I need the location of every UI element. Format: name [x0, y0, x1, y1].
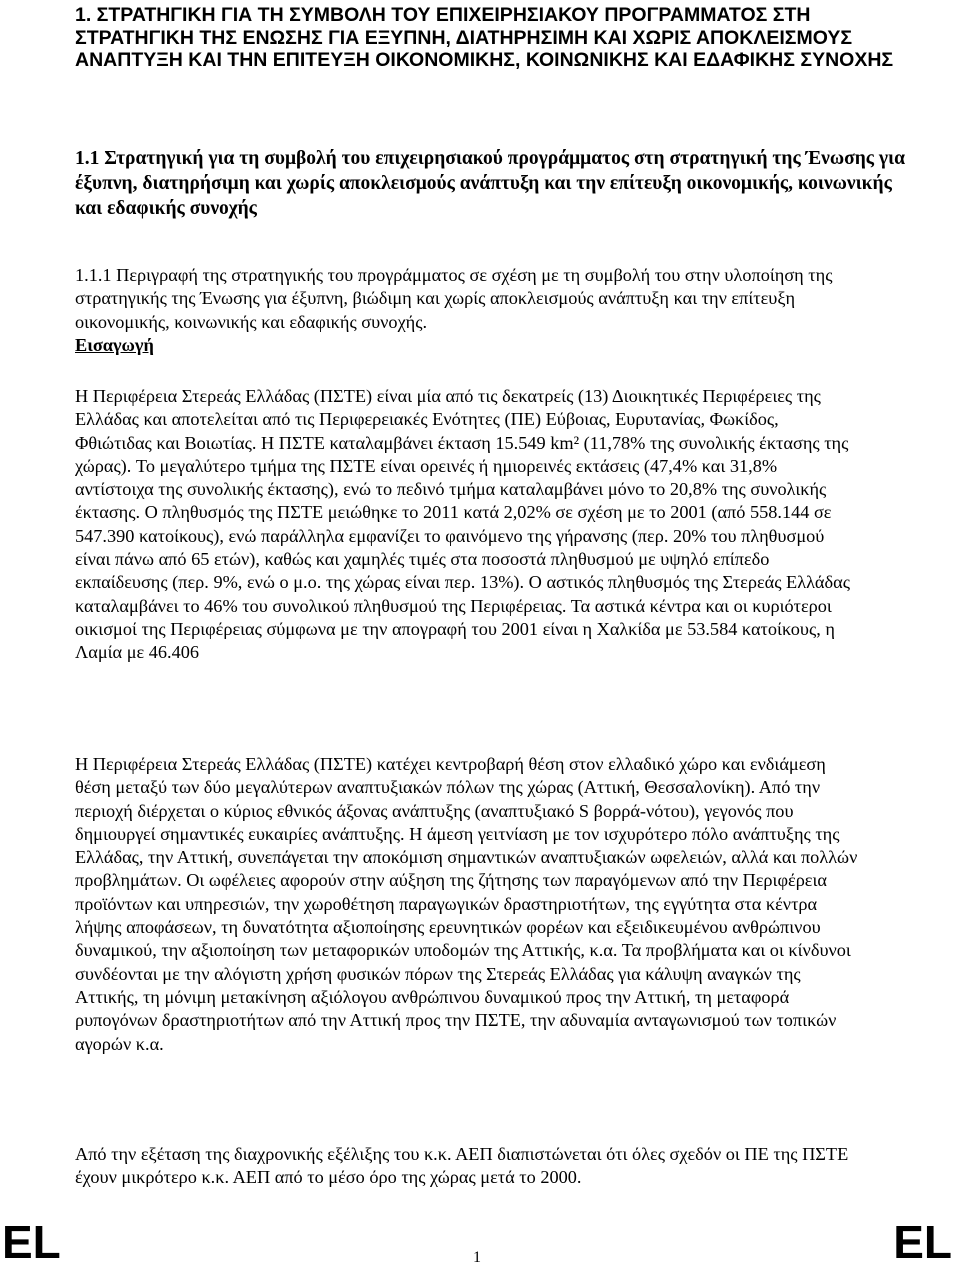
- subsection-block: [75, 264, 865, 357]
- intro-subheading: Εισαγωγή: [75, 334, 154, 355]
- footer-country-code-left: EL: [2, 1216, 61, 1268]
- subsection-description: 1.1.1 Περιγραφή της στρατηγικής του προγράμματος σε σχέση με τη συμβολή του στην υλοποίηση της στρατηγικής της Ένωσης για έξυπνη, βιώδιμη και χωρίς αποκλεισμούς ανάπτυξη και την επίτευξη οικονομικής, κοινωνικής και εδαφικής συνοχής.: [75, 265, 833, 332]
- paragraph-region-overview: Η Περιφέρεια Στερεάς Ελλάδας (ΠΣΤΕ) είναι μία από τις δεκατρείς (13) Διοικητικές Περιφέρειες της Ελλάδας και αποτελείται από τις Περιφερειακές Ενότητες (ΠΕ) Εύβοιας, Ευρυτανίας, Φωκίδος, Φθιώτιδας και Βοιωτίας. Η ΠΣΤΕ καταλαμβάνει έκταση 15.549 km² (11,78% της συνολικής έκτασης της χώρας). Το μεγαλύτερο τμήμα της ΠΣΤΕ είναι ορεινές ή ημιορεινές εκτάσεις (47,4% και 31,8% αντίστοιχα της συνολικής έκτασης), ενώ το πεδινό τμήμα καταλαμβάνει μόνο το 20,8% της συνολικής έκτασης. Ο πληθυσμός της ΠΣΤΕ μειώθηκε το 2011 κατά 2,02% σε σχέση με το 2001 (από 558.144 σε 547.390 κατοίκους), ενώ παράλληλα εμφανίζει το φαινόμενο της γήρανσης (περ. 20% του πληθυσμού είναι πάνω από 65 ετών), καθώς και χαμηλές τιμές στα ποσοστά πληθυσμού με υψηλό επίπεδο εκπαίδευσης (περ. 9%, ενώ ο μ.ο. της χώρας είναι περ. 13%). Ο αστικός πληθυσμός της Στερεάς Ελλάδας καταλαμβάνει το 46% του συνολικού πληθυσμού της Περιφέρειας. Τα αστικά κέντρα και οι κυριότεροι οικισμοί της Περιφέρειας σύμφωνα με την απογραφή του 2001 είναι η Χαλκίδα με 53.584 κατοίκους, η Λαμία με 46.406: [75, 386, 850, 663]
- section-heading: 1.1 Στρατηγική για τη συμβολή του επιχειρησιακού προγράμματος στη στρατηγική της Ένωσης για έξυπνη, διατηρήσιμη και χωρίς αποκλεισμούς ανάπτυξη και την επίτευξη οικονομικής, κοινωνικής και εδαφικής συνοχής: [75, 148, 905, 219]
- paragraph-geographic-position: Η Περιφέρεια Στερεάς Ελλάδας (ΠΣΤΕ) κατέχει κεντροβαρή θέση στον ελλαδικό χώρο και ενδιάμεση θέση μεταξύ των δύο μεγαλύτερων αναπτυξιακών πόλων της χώρας (Αττική, Θεσσαλονίκη). Από την περιοχή διέρχεται ο κύριος εθνικός άξονας ανάπτυξης (αναπτυξιακό S βορρά-νότου), γεγονός που δημιουργεί σημαντικές ευκαιρίες ανάπτυξης. Η άμεση γειτνίαση με τον ισχυρότερο πόλο ανάπτυξης της Ελλάδας, την Αττική, συνεπάγεται την αποκόμιση σημαντικών αναπτυξιακών ωφελειών, αλλά και πολλών προβλημάτων. Οι ωφέλειες αφορούν στην αύξηση της ζήτησης των παραγόμενων από την Περιφέρεια προϊόντων και υπηρεσιών, την χωροθέτηση παραγωγικών δραστηριοτήτων, της εγγύτητα στα κέντρα λήψης αποφάσεων, τη δυνατότητα αξιοποίησης ερευνητικών φορέων και εξειδικευμένου ανθρώπινου δυναμικού, την αξιοποίηση των μεταφορικών υποδομών της Αττικής, κ.α. Τα προβλήματα και οι κίνδυνοι συνδέονται με την αλόγιστη χρήση φυσικών πόρων της Στερεάς Ελλάδας για κάλυψη αναγκών της Αττικής, τη μόνιμη μετακίνηση αξιόλογου ανθρώπινου δυναμικού προς την Αττική, τη μεταφορά ρυπογόνων δραστηριοτήτων από την Αττική προς την ΠΣΤΕ, την αδυναμία ανταγωνισμού των τοπικών αγορών κ.α.: [75, 754, 858, 1054]
- document-title: 1. ΣΤΡΑΤΗΓΙΚΗ ΓΙΑ ΤΗ ΣΥΜΒΟΛΗ ΤΟΥ ΕΠΙΧΕΙΡΗΣΙΑΚΟΥ ΠΡΟΓΡΑΜΜΑΤΟΣ ΣΤΗ ΣΤΡΑΤΗΓΙΚΗ ΤΗΣ ΕΝΩΣΗΣ ΓΙΑ ΕΞΥΠΝΗ, ΔΙΑΤΗΡΗΣΙΜΗ ΚΑΙ ΧΩΡΙΣ ΑΠΟΚΛΕΙΣΜΟΥΣ ΑΝΑΠΤΥΞΗ ΚΑΙ ΤΗΝ ΕΠΙΤΕΥΞΗ ΟΙΚΟΝΟΜΙΚΗΣ, ΚΟΙΝΩΝΙΚΗΣ ΚΑΙ ΕΔΑΦΙΚΗΣ ΣΥΝΟΧΗΣ: [75, 4, 894, 71]
- paragraph-gdp-trend: Από την εξέταση της διαχρονικής εξέλιξης του κ.κ. ΑΕΠ διαπιστώνεται ότι όλες σχεδόν οι ΠΕ της ΠΣΤΕ έχουν μικρότερο κ.κ. ΑΕΠ από το μέσο όρο της χώρας μετά το 2000.: [75, 1144, 849, 1188]
- footer-country-code-right: EL: [893, 1216, 952, 1268]
- page-number: 1: [473, 1249, 481, 1266]
